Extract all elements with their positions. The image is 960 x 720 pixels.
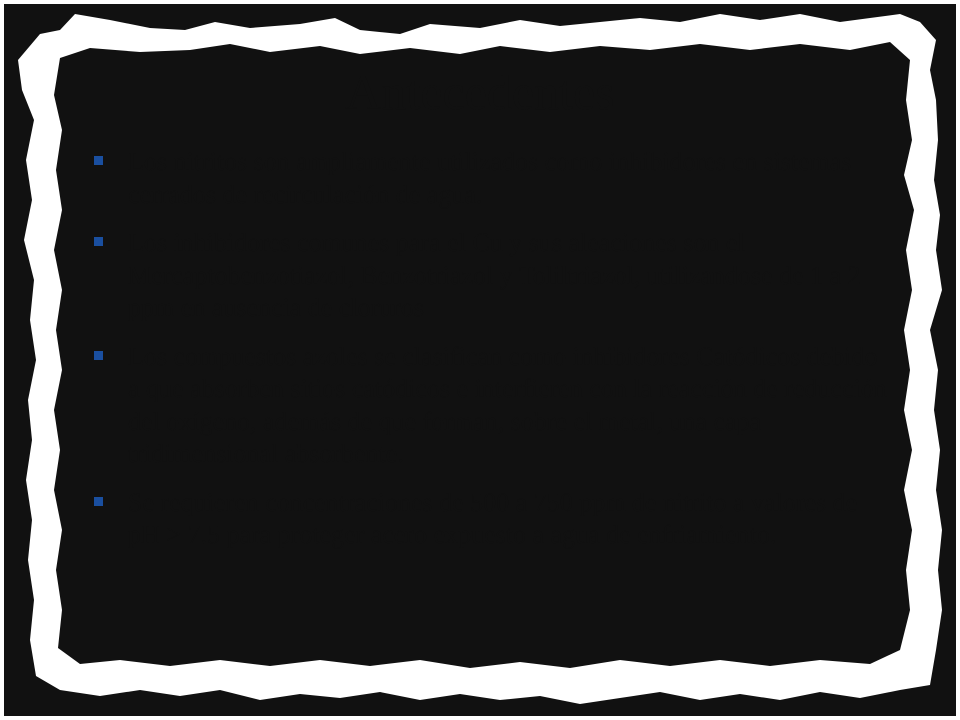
bullet-text: Los nitritos son ampliamente utilizados como inhibidores en sistemas cerrados de recirculación de agua.	[128, 147, 852, 209]
slide-title: Antecedentes	[345, 64, 615, 120]
square-bullet-icon	[94, 237, 103, 246]
list-item	[94, 341, 894, 471]
list-item	[94, 146, 894, 211]
square-bullet-icon	[94, 497, 103, 506]
bullet-text: Los compuestos azoles se clasifican como inhibidores Catódicos debido a que absorben sitios catódicos e interfieren con la reacción de reducción del oxígeno, además de que forman, sobre el metal, una capa tridimensional absorbente.	[128, 341, 887, 468]
list-item	[94, 487, 894, 552]
square-bullet-icon	[94, 156, 103, 165]
bullet-list	[94, 146, 894, 568]
bullet-text: Se requieren concentraciones de 500 a 750 ppm de nitrito a valores de pH > 7.5 para proteger acero expuesto a agua de enfriamiento.	[128, 487, 858, 549]
square-bullet-icon	[94, 351, 103, 360]
list-item	[94, 227, 894, 325]
bullet-text: Los inhibidores comunes para el Cu y sus aleaciones son el Mercaptobenzotiazol, Benzotriazol y Toliltriazol, utilizandose de 1 a 2 ppm en ausencia de cloruros	[128, 228, 861, 322]
